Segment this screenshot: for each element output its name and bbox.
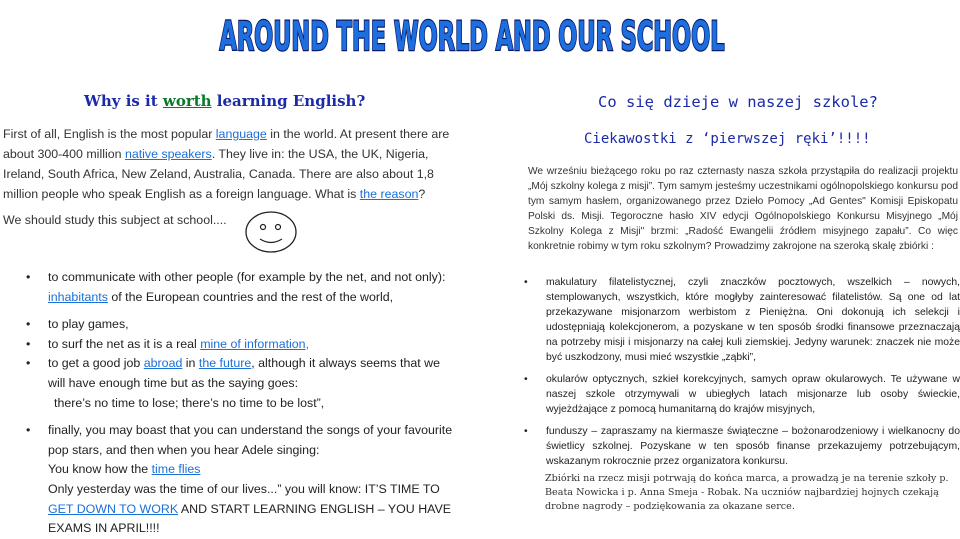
bullet-icon: • bbox=[524, 277, 528, 288]
reasons-list bbox=[26, 268, 456, 539]
heading-text-end: learning English? bbox=[211, 92, 366, 110]
link-time-flies[interactable]: time flies bbox=[151, 462, 201, 477]
banner-text: AROUND THE WORLD AND OUR SCHOOL bbox=[219, 14, 725, 60]
saying-quote: there’s no time to lose; there’s no time to be lost”, bbox=[54, 395, 325, 410]
list-item: • finally, you may boast that you can understand the songs of your favourite pop stars, and then when you hear Adele singing: You know how the time flies Only yesterday was the time of our lives...” you will know: IT’S TIME TO GET DOWN TO WORK AND START LEARNING ENGLISH – YOU HAVE EXAMS IN APRIL!!!! bbox=[48, 421, 456, 539]
heading-link-worth[interactable]: worth bbox=[162, 92, 212, 110]
list-item: • okularów optycznych, szkieł korekcyjnych, samych opraw okularowych. Te używane w naszej szkole otrzymywali w ubiegłych latach misjonarze lub osoby świeckie, wyjeżdżające z pomocą humanitarną do krajów misyjnych, bbox=[524, 374, 960, 415]
list-item: • to get a good job abroad in the future, although it always seems that we will have enough time but as the saying goes: there’s no time to lose; there’s no time to be lost”, bbox=[48, 354, 456, 413]
link-get-down-to-work[interactable]: GET DOWN TO WORK bbox=[48, 501, 179, 516]
link-native-speakers[interactable]: native speakers bbox=[124, 147, 212, 161]
list-item: • to communicate with other people (for example by the net, and not only): inhabitants of the European countries and the rest of the world, bbox=[26, 270, 446, 304]
link-mine-of-information[interactable]: mine of information, bbox=[200, 336, 310, 351]
bullet-icon: • bbox=[26, 336, 31, 351]
list-item: • funduszy – zapraszamy na kiermasze świąteczne – bożonarodzeniowy i wielkanocny do świetlicy szkolnej. Pozyskane w ten sposób finanse przekazujemy potrzebującym, wskazanym rokrocznie przez organizatora konkursu. bbox=[524, 426, 960, 467]
collections-list bbox=[524, 275, 960, 476]
bullet-icon: • bbox=[26, 356, 31, 371]
bullet-icon: • bbox=[26, 317, 31, 332]
list-item: • to surf the net as it is a real mine of information, bbox=[48, 335, 456, 355]
bullet-icon: • bbox=[524, 426, 528, 437]
banner-title bbox=[215, 2, 730, 64]
right-subheading: Ciekawostki z ‘pierwszej ręki’!!!! bbox=[584, 131, 871, 147]
link-language[interactable]: language bbox=[215, 127, 267, 141]
smiley-icon bbox=[244, 210, 298, 254]
bullet-icon: • bbox=[26, 423, 31, 438]
should-study-text: We should study this subject at school.... bbox=[3, 213, 227, 227]
link-the-future[interactable]: the future bbox=[198, 356, 252, 371]
song-quote-2: Only yesterday was the time of our lives...” you will know: IT’S TIME TO GET DOWN TO WORK AND START LEARNING ENGLISH – YOU HAVE EXAMS IN APRIL!!!! bbox=[48, 481, 452, 536]
link-inhabitants[interactable]: inhabitants bbox=[48, 289, 108, 304]
right-heading: Co się dzieje w naszej szkole? bbox=[598, 93, 878, 111]
footnote: Zbiórki na rzecz misji potrwają do końca marca, a prowadzą je na terenie szkoły p. Beata Nowicka i p. Anna Smeja - Robak. Na uczniów najbardziej hojnych czekają drobne nagrody – podziękowania za okazane serce. bbox=[545, 473, 949, 512]
list-item: • to play games, bbox=[48, 315, 456, 335]
intro-paragraph: First of all, English is the most popular language in the world. At present there are about 300-400 million native speakers. They live in: the USA, the UK, Nigeria, Ireland, South Africa, New Zeland, Australia, Canada. There are also about 1,8 million people who speak English as a foreign language. What is the reason? bbox=[3, 127, 450, 201]
song-quote-1: You know how the time flies bbox=[48, 462, 201, 477]
bullet-icon: • bbox=[26, 270, 31, 284]
list-item: • makulatury filatelistycznej, czyli znaczków pocztowych, wszelkich – nowych, stemplowanych, wszystkich, które mogłyby zainteresować filatelistów. Są one od lat przekazywane misjonarzom werbistom z Pieniężna. Oni dokonują ich selekcji i udostępniają kolekcjonerom, a pozyskane w ten sposób środki finansowe przeznaczają na potrzeby misji i misjonarzy na całej kuli ziemskiej. Jedyny warunek: znaczek nie może być uszkodzony, musi mieć wszystkie „ząbki”, bbox=[524, 277, 960, 363]
heading-text: Why is it bbox=[84, 92, 163, 110]
link-abroad[interactable]: abroad bbox=[143, 356, 183, 371]
link-the-reason[interactable]: the reason bbox=[359, 187, 419, 201]
banner-graphic bbox=[215, 2, 730, 64]
left-heading bbox=[84, 92, 365, 110]
mission-paragraph: We wrześniu bieżącego roku po raz czternasty nasza szkoła przystąpiła do realizacji projektu „Mój szkolny kolega z misji”. Tym samym jesteśmy uczestnikami ogólnopolskiego konkursu pod tym samym hasłem, organizowanego przez Dzieło Pomocy „Ad Gentes" Komisji Episkopatu Polski ds. Misji. Tegoroczne hasło XIV edycji Ogólnopolskiego Konkursu Misyjnego „Mój Szkolny Kolega z Misji" brzmi: „Radość Ewangelii źródłem misyjnego zapału”. Co więc konkretnie robimy w tym roku szkolnym? Prowadzimy zakrojone na szeroką skalę zbiórki : bbox=[528, 166, 958, 252]
bullet-icon: • bbox=[524, 374, 528, 385]
